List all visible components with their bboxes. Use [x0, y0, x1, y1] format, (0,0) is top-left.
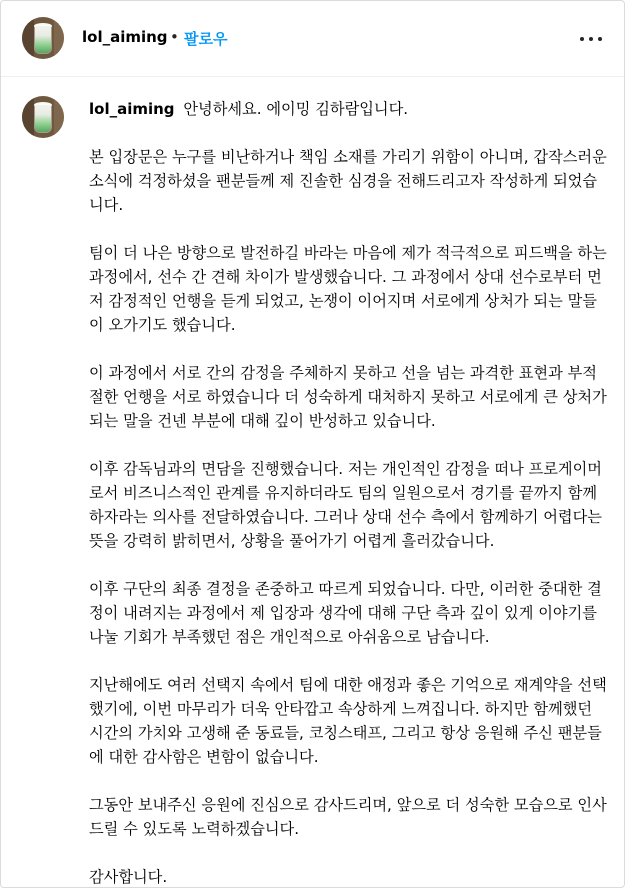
- comment-text: [89, 97, 609, 888]
- comment-greeting-line: [89, 97, 609, 121]
- more-horizontal-icon[interactable]: [578, 37, 604, 43]
- comment-paragraph: 지난해에도 여러 선택지 속에서 팀에 대한 애정과 좋은 기억으로 재계약을 선택했기에, 이번 마무리가 더욱 안타깝고 속상하게 느껴집니다. 하지만 함께했던 시간의 가치와 고생해 준 동료들, 코칭스태프, 그리고 항상 응원해 주신 팬분들에 대한 감사함은 변함이 없습니다.: [89, 676, 607, 766]
- separator-dot: •: [170, 28, 179, 46]
- comment-paragraph: 이 과정에서 서로 간의 감정을 주체하지 못하고 선을 넘는 과격한 표현과 부적절한 언행을 서로 하였습니다 더 성숙하게 대처하지 못하고 서로에게 큰 상처가 되는 말을 건넨 부분에 대해 깊이 반성하고 있습니다.: [89, 364, 607, 430]
- more-dot: [598, 37, 602, 41]
- avatar-background: [22, 96, 34, 138]
- comment-avatar[interactable]: [22, 96, 64, 138]
- drink-cup: [35, 26, 51, 53]
- comment-username[interactable]: lol_aiming: [89, 100, 175, 118]
- comment-paragraph: 감사합니다.: [89, 868, 168, 886]
- comment-paragraph: 이후 구단의 최종 결정을 존중하고 따르게 되었습니다. 다만, 이러한 중대한 결정이 내려지는 과정에서 제 입장과 생각에 대해 구단 측과 깊이 있게 이야기를 나눌 기회가 부족했던 점은 개인적으로 아쉬움으로 남습니다.: [89, 580, 602, 646]
- avatar-background: [22, 17, 34, 59]
- post-header: [1, 1, 624, 77]
- header-username[interactable]: lol_aiming: [82, 28, 168, 46]
- follow-button[interactable]: 팔로우: [184, 30, 228, 48]
- more-dot: [589, 37, 593, 41]
- comment-greeting: 안녕하세요. 에이밍 김하람입니다.: [183, 100, 409, 118]
- more-dot: [580, 37, 584, 41]
- drink-cup: [35, 105, 51, 132]
- avatar-background-right: [54, 96, 64, 138]
- avatar[interactable]: [22, 17, 64, 59]
- avatar-background-right: [54, 17, 64, 59]
- comment-paragraph: 본 입장문은 누구를 비난하거나 책임 소재를 가리기 위함이 아니며, 갑작스러운 소식에 걱정하셨을 팬분들께 제 진솔한 심경을 전해드리고자 작성하게 되었습니다.: [89, 148, 607, 214]
- comment-paragraph: 이후 감독님과의 면담을 진행했습니다. 저는 개인적인 감정을 떠나 프로게이머로서 비즈니스적인 관계를 유지하더라도 팀의 일원으로서 경기를 끝까지 함께하자라는 의사를 전달하였습니다. 그러나 상대 선수 측에서 함께하기 어렵다는 뜻을 강력히 밝히면서, 상황을 풀어가기 어렵게 흘러갔습니다.: [89, 460, 602, 550]
- comment-paragraph: 팀이 더 나은 방향으로 발전하길 바라는 마음에 제가 적극적으로 피드백을 하는 과정에서, 선수 간 견해 차이가 발생했습니다. 그 과정에서 상대 선수로부터 먼저 감정적인 언행을 듣게 되었고, 논쟁이 이어지며 서로에게 상처가 되는 말들이 오가기도 했습니다.: [89, 244, 607, 334]
- comment-paragraph: 그동안 보내주신 응원에 진심으로 감사드리며, 앞으로 더 성숙한 모습으로 인사드릴 수 있도록 노력하겠습니다.: [89, 796, 607, 838]
- caption-comment: [1, 77, 624, 888]
